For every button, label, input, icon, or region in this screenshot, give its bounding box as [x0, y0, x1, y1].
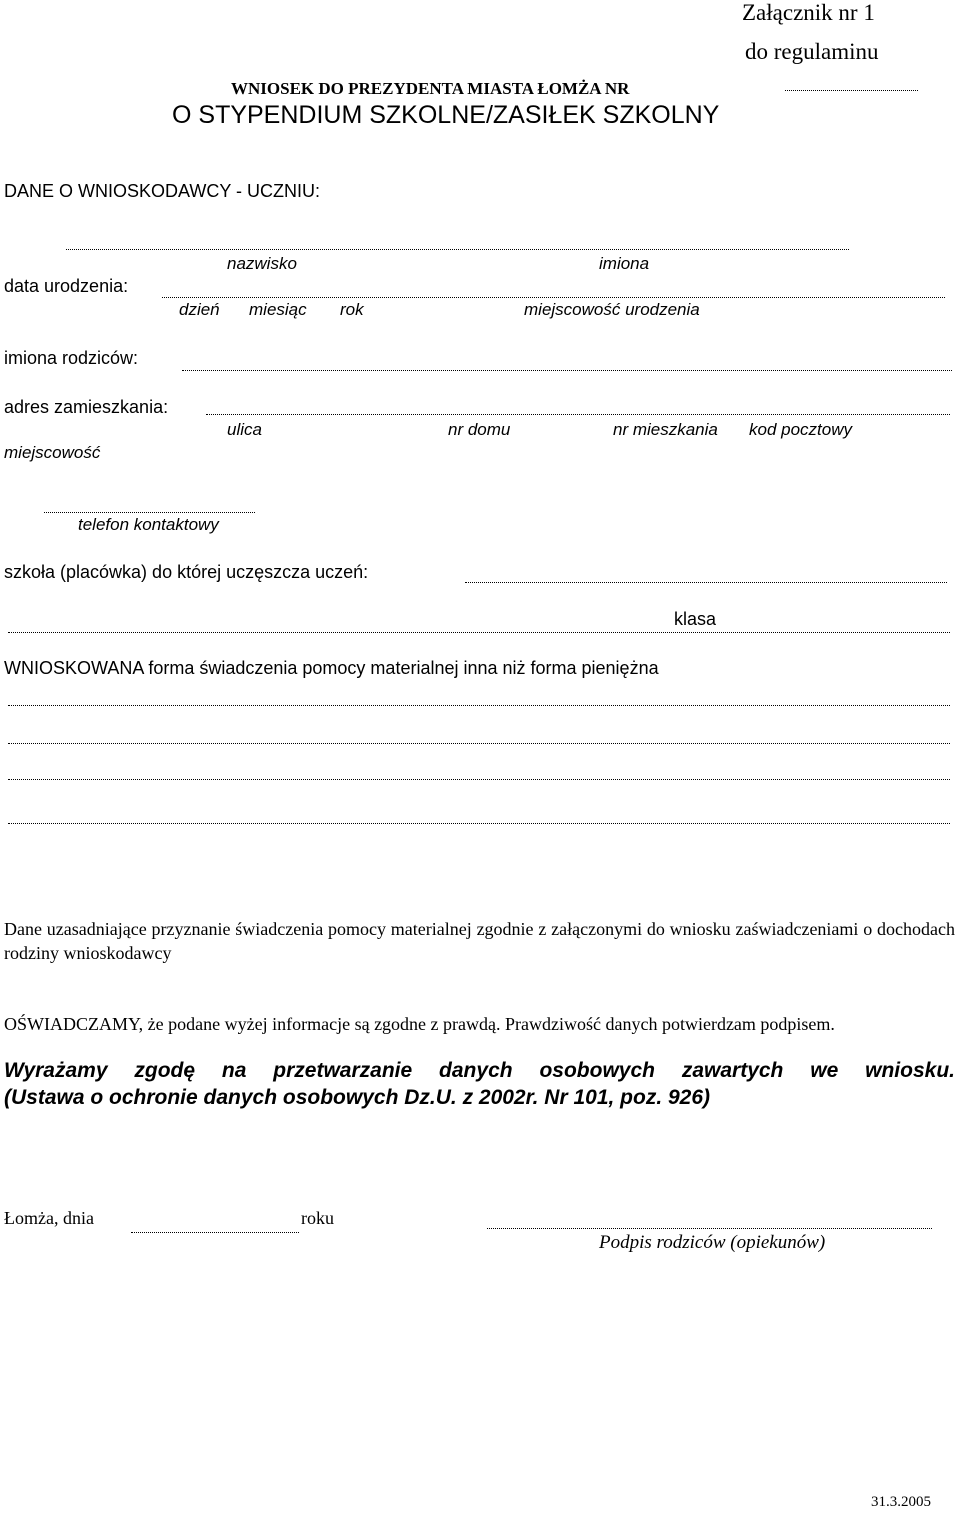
phone-field[interactable] — [44, 512, 255, 513]
section-heading-applicant: DANE O WNIOSKODAWCY - UCZNIU: — [4, 181, 321, 201]
requested-form-line-4[interactable] — [8, 823, 950, 824]
signature-field[interactable] — [487, 1228, 932, 1229]
phone-caption: telefon kontaktowy — [78, 515, 219, 534]
page-title: O STYPENDIUM SZKOLNE/ZASIŁEK SZKOLNY — [172, 101, 720, 129]
address-field[interactable] — [206, 414, 950, 415]
surname-caption: nazwisko — [227, 254, 297, 273]
birth-date-place-field[interactable] — [162, 297, 945, 298]
requested-form-line-2[interactable] — [8, 743, 950, 744]
postcode-caption: kod pocztowy — [749, 420, 852, 439]
flat-number-caption: nr mieszkania — [613, 420, 718, 439]
consent-line-2: (Ustawa o ochronie danych osobowych Dz.U. z 2002r. Nr 101, poz. 926) — [4, 1086, 711, 1109]
school-label: szkoła (placówka) do której uczęszcza uczeń: — [4, 562, 369, 582]
signature-caption: Podpis rodziców (opiekunów) — [599, 1232, 826, 1253]
declaration-statement: OŚWIADCZAMY, że podane wyżej informacje są zgodne z prawdą. Prawdziwość danych potwierdzam podpisem. — [4, 1014, 835, 1034]
consent-line-1: Wyrażamy zgodę na przetwarzanie danych osobowych zawartych we wniosku. — [4, 1059, 955, 1082]
address-label: adres zamieszkania: — [4, 397, 169, 417]
street-caption: ulica — [227, 420, 262, 439]
date-field[interactable] — [131, 1232, 299, 1233]
requested-form-heading: WNIOSKOWANA forma świadczenia pomocy materialnej inna niż forma pieniężna — [4, 658, 659, 678]
application-number-field[interactable] — [785, 90, 918, 91]
requested-form-line-3[interactable] — [8, 779, 950, 780]
year-caption: rok — [340, 300, 364, 319]
year-label: roku — [301, 1208, 334, 1228]
house-number-caption: nr domu — [448, 420, 511, 439]
day-caption: dzień — [179, 300, 220, 319]
class-caption: klasa — [674, 609, 717, 629]
town-caption: miejscowość — [4, 443, 101, 462]
surname-names-field[interactable] — [66, 249, 849, 250]
birth-date-label: data urodzenia: — [4, 276, 129, 296]
requested-form-line-1[interactable] — [8, 705, 950, 706]
parents-label: imiona rodziców: — [4, 348, 139, 368]
title-line-1: WNIOSEK DO PREZYDENTA MIASTA ŁOMŻA NR — [231, 79, 630, 98]
parents-names-field[interactable] — [182, 370, 952, 371]
place-date-label: Łomża, dnia — [4, 1208, 94, 1228]
school-field[interactable] — [465, 582, 947, 583]
annex-regulation: do regulaminu — [745, 39, 879, 64]
version-date: 31.3.2005 — [871, 1494, 931, 1510]
school-class-field[interactable] — [8, 632, 950, 633]
month-caption: miesiąc — [249, 300, 307, 319]
justification-text: Dane uzasadniające przyznanie świadczenia pomocy materialnej zgodnie z załączonymi do wniosku zaświadczeniami o dochodach rodziny wnioskodawcy — [4, 919, 955, 963]
annex-number: Załącznik nr 1 — [742, 0, 875, 25]
birthplace-caption: miejscowość urodzenia — [524, 300, 700, 319]
names-caption: imiona — [599, 254, 650, 273]
